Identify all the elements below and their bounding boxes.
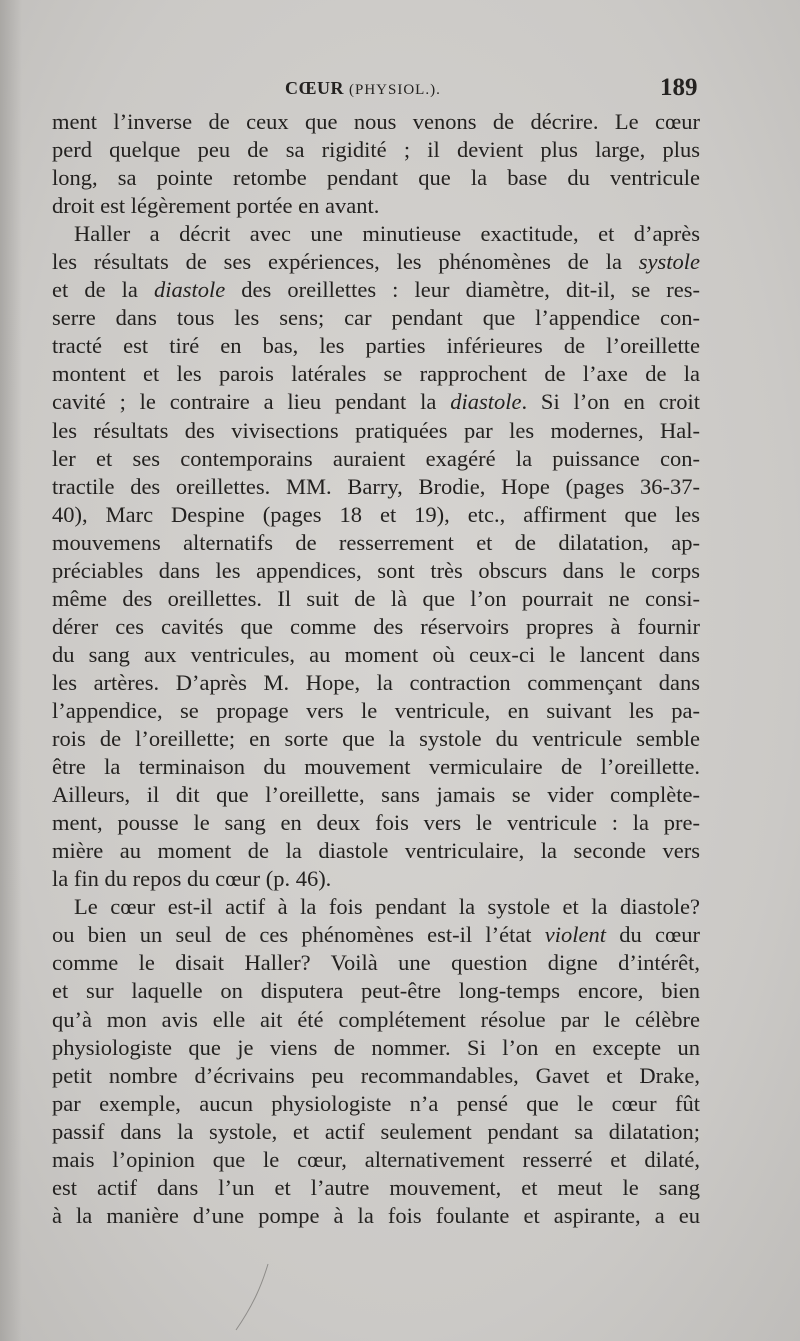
text-line: cavité ; le contraire a lieu pendant la diastole. Si l’on en croit (52, 389, 700, 415)
running-title-sub: (PHYSIOL.). (349, 82, 441, 98)
text-line: ler et ses contemporains auraient exagéré la puissance con- (52, 445, 700, 471)
text-line: physiologiste que je viens de nommer. Si l’on en excepte un (52, 1034, 700, 1060)
text-line: passif dans la systole, et actif seulement pendant sa dilatation; (52, 1118, 700, 1144)
running-title (285, 78, 441, 99)
running-title-main: CŒUR (285, 78, 344, 98)
text-line: 40), Marc Despine (pages 18 et 19), etc., affirment que les (52, 501, 700, 527)
text-line: perd quelque peu de sa rigidité ; il devient plus large, plus (52, 137, 700, 163)
text-line: la fin du repos du cœur (p. 46). (52, 866, 332, 892)
text-line: mais l’opinion que le cœur, alternativement resserré et dilaté, (52, 1146, 700, 1172)
text-line: mière au moment de la diastole ventriculaire, la seconde vers (52, 838, 700, 864)
text-line: l’appendice, se propage vers le ventricule, en suivant les pa- (52, 697, 700, 723)
page-gutter-shadow (0, 0, 22, 1341)
text-line: est actif dans l’un et l’autre mouvement, et meut le sang (52, 1174, 700, 1200)
text-line: les résultats de ses expériences, les phénomènes de la systole (52, 249, 700, 275)
text-line: être la terminaison du mouvement vermiculaire de l’oreillette. (52, 754, 700, 780)
text-line: du sang aux ventricules, au moment où ceux-ci le lancent dans (52, 641, 700, 667)
text-line: Le cœur est-il actif à la fois pendant la systole et la diastole? (74, 894, 700, 920)
text-line: mouvemens alternatifs de resserrement et de dilatation, ap- (52, 529, 700, 555)
text-line: petit nombre d’écrivains peu recommandables, Gavet et Drake, (52, 1062, 700, 1088)
text-line: montent et les parois latérales se rapprochent de l’axe de la (52, 361, 700, 387)
text-line: comme le disait Haller? Voilà une question digne d’intérêt, (52, 950, 700, 976)
text-line: ou bien un seul de ces phénomènes est-il l’état violent du cœur (52, 922, 700, 948)
text-line: rois de l’oreillette; en sorte que la systole du ventricule semble (52, 726, 700, 752)
text-line: qu’à mon avis elle ait été complétement résolue par le célèbre (52, 1006, 700, 1032)
text-line: tractile des oreillettes. MM. Barry, Brodie, Hope (pages 36-37- (52, 473, 700, 499)
text-line: serre dans tous les sens; car pendant que l’appendice con- (52, 305, 700, 331)
page-number: 189 (660, 74, 698, 101)
body-text (52, 108, 700, 1230)
text-line: ment, pousse le sang en deux fois vers le ventricule : la pre- (52, 810, 700, 836)
text-line: Ailleurs, il dit que l’oreillette, sans jamais se vider complète- (52, 782, 700, 808)
text-line: à la manière d’une pompe à la fois foulante et aspirante, a eu (52, 1202, 700, 1228)
text-line: même des oreillettes. Il suit de là que l’on pourrait ne consi- (52, 585, 700, 611)
text-line: dérer ces cavités que comme des réservoirs propres à fournir (52, 613, 700, 639)
stray-ink-mark (232, 1262, 272, 1332)
text-line: tracté est tiré en bas, les parties inférieures de l’oreillette (52, 333, 700, 359)
text-line: et de la diastole des oreillettes : leur diamètre, dit-il, se res- (52, 277, 700, 303)
text-line: préciables dans les appendices, sont très obscurs dans le corps (52, 557, 700, 583)
text-line: et sur laquelle on disputera peut-être long-temps encore, bien (52, 978, 700, 1004)
text-line: les artères. D’après M. Hope, la contraction commençant dans (52, 669, 700, 695)
text-line: par exemple, aucun physiologiste n’a pensé que le cœur fût (52, 1090, 700, 1116)
text-line: ment l’inverse de ceux que nous venons de décrire. Le cœur (52, 109, 700, 134)
text-line: long, sa pointe retombe pendant que la base du ventricule (52, 165, 700, 191)
page-header (0, 72, 800, 106)
text-line: droit est légèrement portée en avant. (52, 193, 380, 219)
text-line: Haller a décrit avec une minutieuse exactitude, et d’après (74, 221, 700, 247)
text-line: les résultats des vivisections pratiquées par les modernes, Hal- (52, 417, 700, 443)
